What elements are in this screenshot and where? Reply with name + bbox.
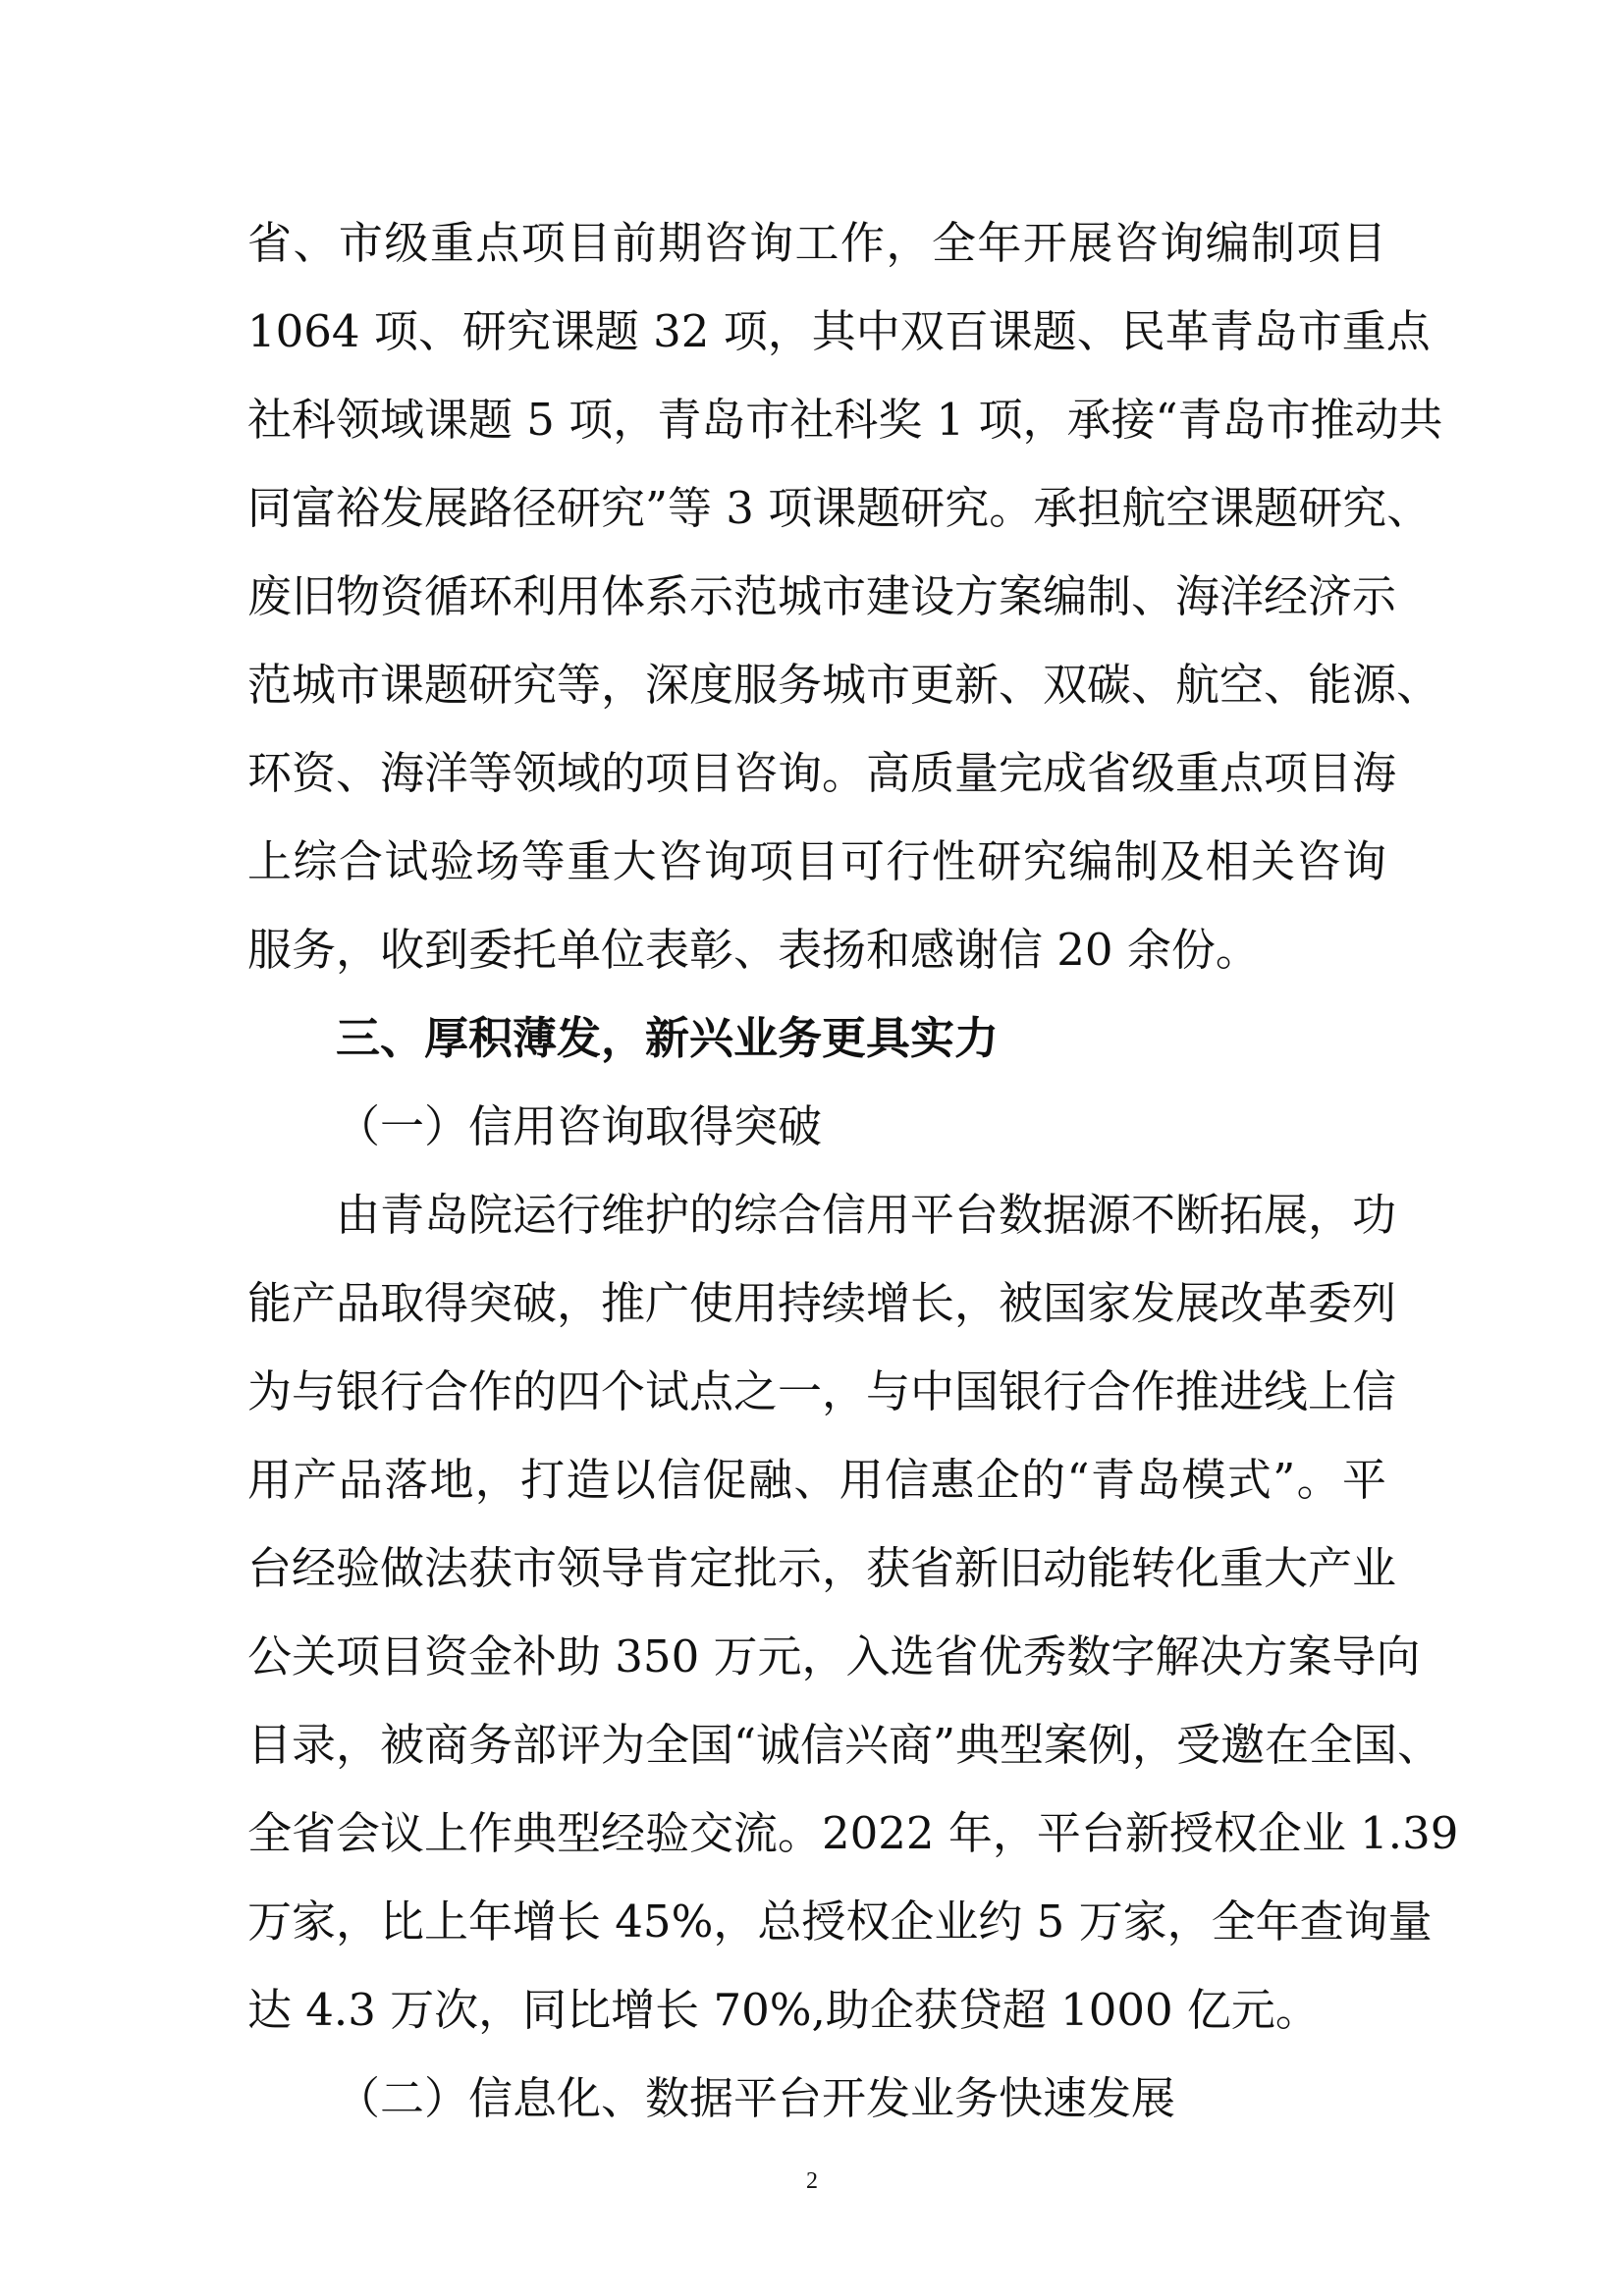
- paragraph-1-line-4: 同富裕发展路径研究”等 3 项课题研究。承担航空课题研究、: [247, 482, 1432, 534]
- section-heading: 三、厚积薄发，新兴业务更具实力: [336, 1012, 1000, 1064]
- paragraph-2-line-9: 万家，比上年增长 45%，总授权企业约 5 万家，全年查询量: [247, 1896, 1433, 1948]
- paragraph-1-line-8: 上综合试验场等重大咨询项目可行性研究编制及相关咨询: [247, 835, 1386, 887]
- paragraph-2-line-10: 达 4.3 万次，同比增长 70%,助企获贷超 1000 亿元。: [247, 1984, 1320, 2036]
- paragraph-1-line-1: 省、市级重点项目前期咨询工作，全年开展咨询编制项目: [247, 217, 1386, 269]
- subheading-informatization: （二）信息化、数据平台开发业务快速发展: [336, 2072, 1176, 2124]
- paragraph-2-line-4: 用产品落地，打造以信促融、用信惠企的“青岛模式”。平: [247, 1454, 1386, 1506]
- paragraph-1-line-3: 社科领域课题 5 项，青岛市社科奖 1 项，承接“青岛市推动共: [247, 394, 1443, 446]
- page-number: 2: [806, 2168, 818, 2194]
- paragraph-2-line-8: 全省会议上作典型经验交流。2022 年，平台新授权企业 1.39: [247, 1807, 1459, 1859]
- paragraph-1-line-7: 环资、海洋等领域的项目咨询。高质量完成省级重点项目海: [247, 747, 1397, 799]
- paragraph-1-line-6: 范城市课题研究等，深度服务城市更新、双碳、航空、能源、: [247, 659, 1441, 711]
- paragraph-2-line-3: 为与银行合作的四个试点之一，与中国银行合作推进线上信: [247, 1365, 1397, 1417]
- paragraph-1-line-2: 1064 项、研究课题 32 项，其中双百课题、民革青岛市重点: [247, 305, 1431, 357]
- paragraph-2-line-6: 公关项目资金补助 350 万元，入选省优秀数字解决方案导向: [247, 1630, 1421, 1682]
- subheading-credit-consulting: （一）信用咨询取得突破: [336, 1100, 823, 1152]
- paragraph-2-line-7: 目录，被商务部评为全国“诚信兴商”典型案例，受邀在全国、: [247, 1719, 1442, 1771]
- paragraph-1-line-9: 服务，收到委托单位表彰、表扬和感谢信 20 余份。: [247, 924, 1260, 976]
- paragraph-2-line-1: 由青岛院运行维护的综合信用平台数据源不断拓展，功: [336, 1189, 1397, 1241]
- paragraph-2-line-5: 台经验做法获市领导肯定批示，获省新旧动能转化重大产业: [247, 1542, 1397, 1594]
- paragraph-2-line-2: 能产品取得突破，推广使用持续增长，被国家发展改革委列: [247, 1277, 1397, 1329]
- paragraph-1-line-5: 废旧物资循环利用体系示范城市建设方案编制、海洋经济示: [247, 570, 1397, 622]
